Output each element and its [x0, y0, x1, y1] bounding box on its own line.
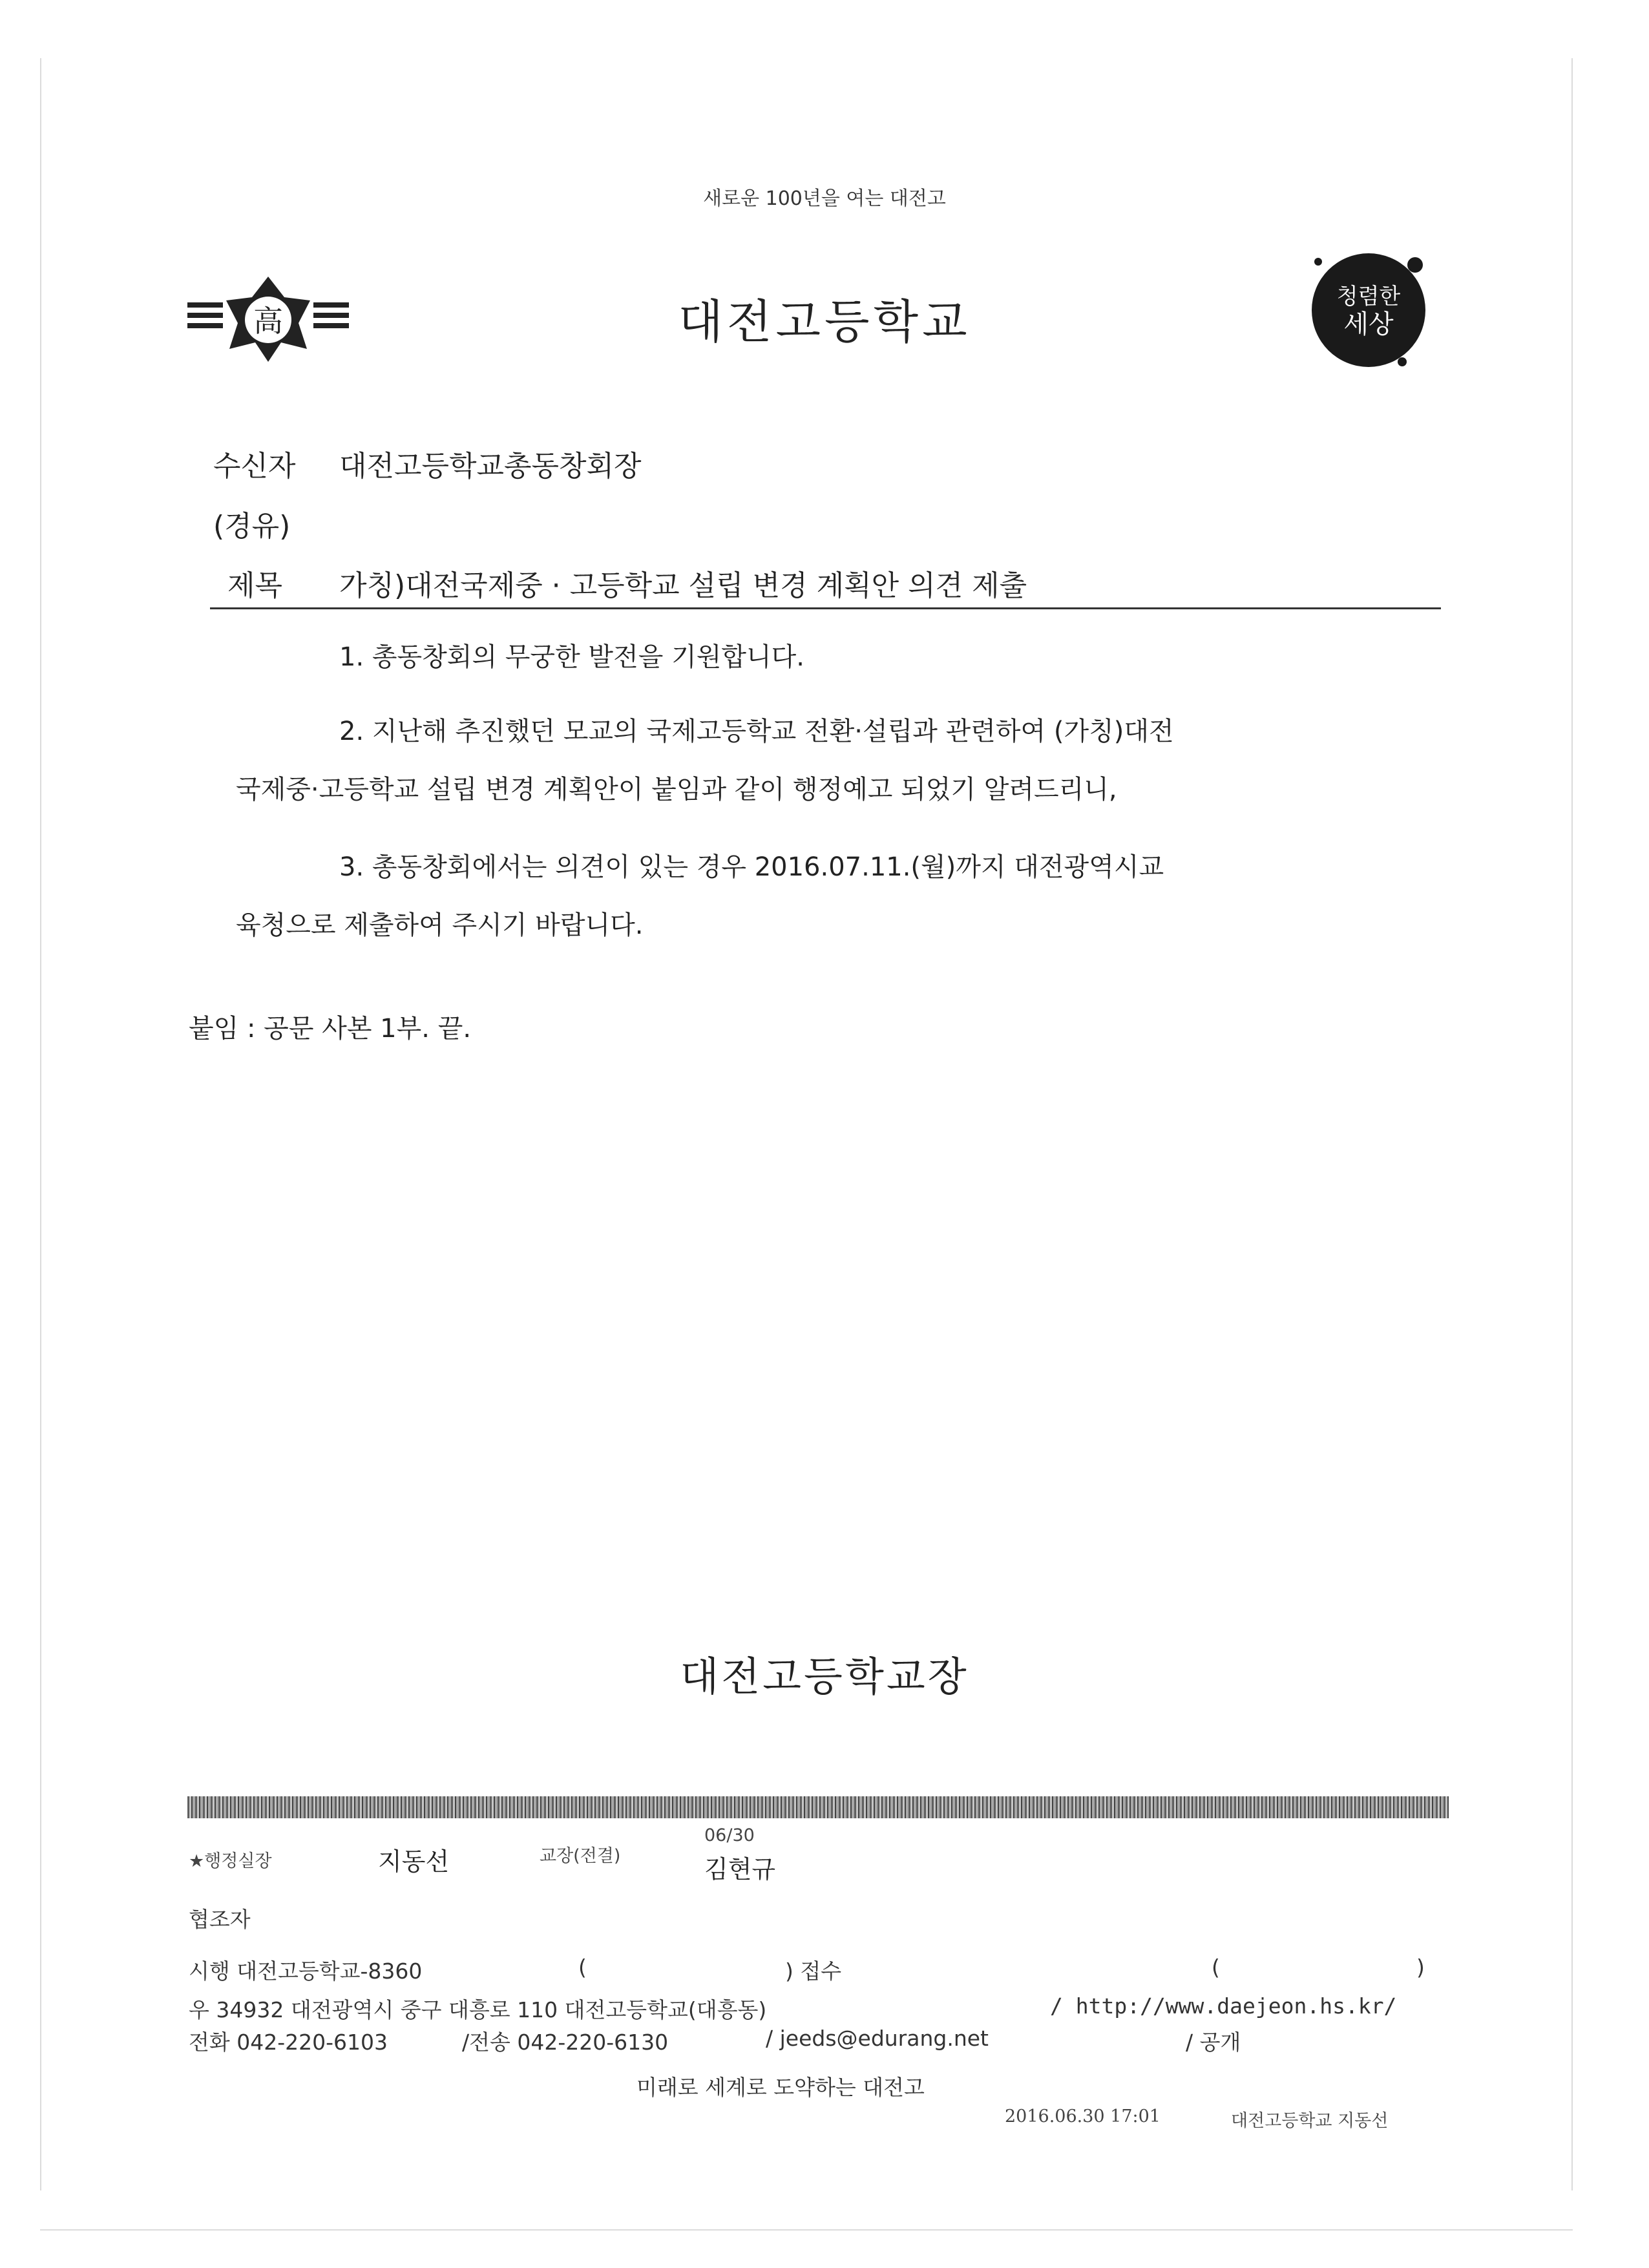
approver2-name: 김현규 — [704, 1855, 776, 1884]
emblem-char: 高 — [253, 304, 283, 339]
round-seal-icon — [1299, 242, 1441, 378]
receipt-label: ) 접수 — [785, 1958, 842, 1984]
scan-edge-left — [40, 58, 41, 2190]
paragraph-2-line-1: 2. 지난해 추진했던 모교의 국제고등학교 전환·설립과 관련하여 (가칭)대전 — [339, 717, 1174, 746]
paragraph-3-line-2: 육청으로 제출하여 주시기 바랍니다. — [236, 910, 644, 940]
recipient-value: 대전고등학교총동창회장 — [339, 450, 642, 483]
subject-divider — [210, 607, 1441, 609]
header-slogan: 새로운 100년을 여는 대전고 — [703, 187, 946, 210]
scan-noise-band — [187, 1796, 1449, 1818]
postal-address: 우 34932 대전광역시 중구 대흥로 110 대전고등학교(대흥동) — [189, 1997, 767, 2022]
fax-number: /전송 042-220-6130 — [462, 2030, 669, 2055]
subject-label: 제목 — [227, 569, 283, 602]
email-address[interactable]: / jeeds@edurang.net — [766, 2026, 989, 2051]
disclosure-status: / 공개 — [1186, 2030, 1241, 2055]
website-link[interactable]: / http://www.daejeon.hs.kr/ — [1050, 1993, 1397, 2019]
fax-sender: 대전고등학교 지동선 — [1231, 2111, 1389, 2131]
approver1-role: ★행정실장 — [189, 1851, 272, 1871]
paragraph-1: 1. 총동창회의 무궁한 발전을 기원합니다. — [339, 642, 804, 672]
approver2-date: 06/30 — [704, 1825, 755, 1845]
subject-value: 가칭)대전국제중 · 고등학교 설립 변경 계획안 의견 제출 — [339, 569, 1027, 602]
execution-number: 시행 대전고등학교-8360 — [189, 1958, 423, 1984]
paragraph-3-line-1: 3. 총동창회에서는 의견이 있는 경우 2016.07.11.(월)까지 대전광역시교 — [339, 852, 1164, 882]
recipient-label: 수신자 — [213, 450, 296, 483]
approver1-name: 지동선 — [378, 1847, 450, 1876]
receipt-paren-open: ( — [1212, 1955, 1220, 1980]
school-name-title: 대전고등학교 — [678, 295, 971, 349]
scan-edge-bottom — [40, 2229, 1573, 2231]
phone-number: 전화 042-220-6103 — [189, 2030, 388, 2055]
approver2-role: 교장(전결) — [540, 1846, 621, 1866]
execution-paren-open: ( — [578, 1955, 587, 1980]
paragraph-2-line-2: 국제중·고등학교 설립 변경 계획안이 붙임과 같이 행정예고 되었기 알려드리니, — [236, 775, 1117, 804]
cooperation-label: 협조자 — [189, 1907, 251, 1932]
receipt-paren-close: ) — [1416, 1955, 1425, 1980]
fax-timestamp: 2016.06.30 17:01 — [1005, 2106, 1161, 2126]
seal-text-2: 세상 — [1343, 310, 1394, 339]
via-label: (경유) — [213, 510, 291, 543]
bottom-slogan: 미래로 세계로 도약하는 대전고 — [636, 2075, 925, 2100]
closing-signature: 대전고등학교장 — [680, 1653, 969, 1700]
seal-text-1: 청렴한 — [1336, 284, 1401, 310]
scan-edge-right — [1571, 58, 1573, 2190]
attachment-note: 붙임 : 공문 사본 1부. 끝. — [189, 1014, 472, 1044]
